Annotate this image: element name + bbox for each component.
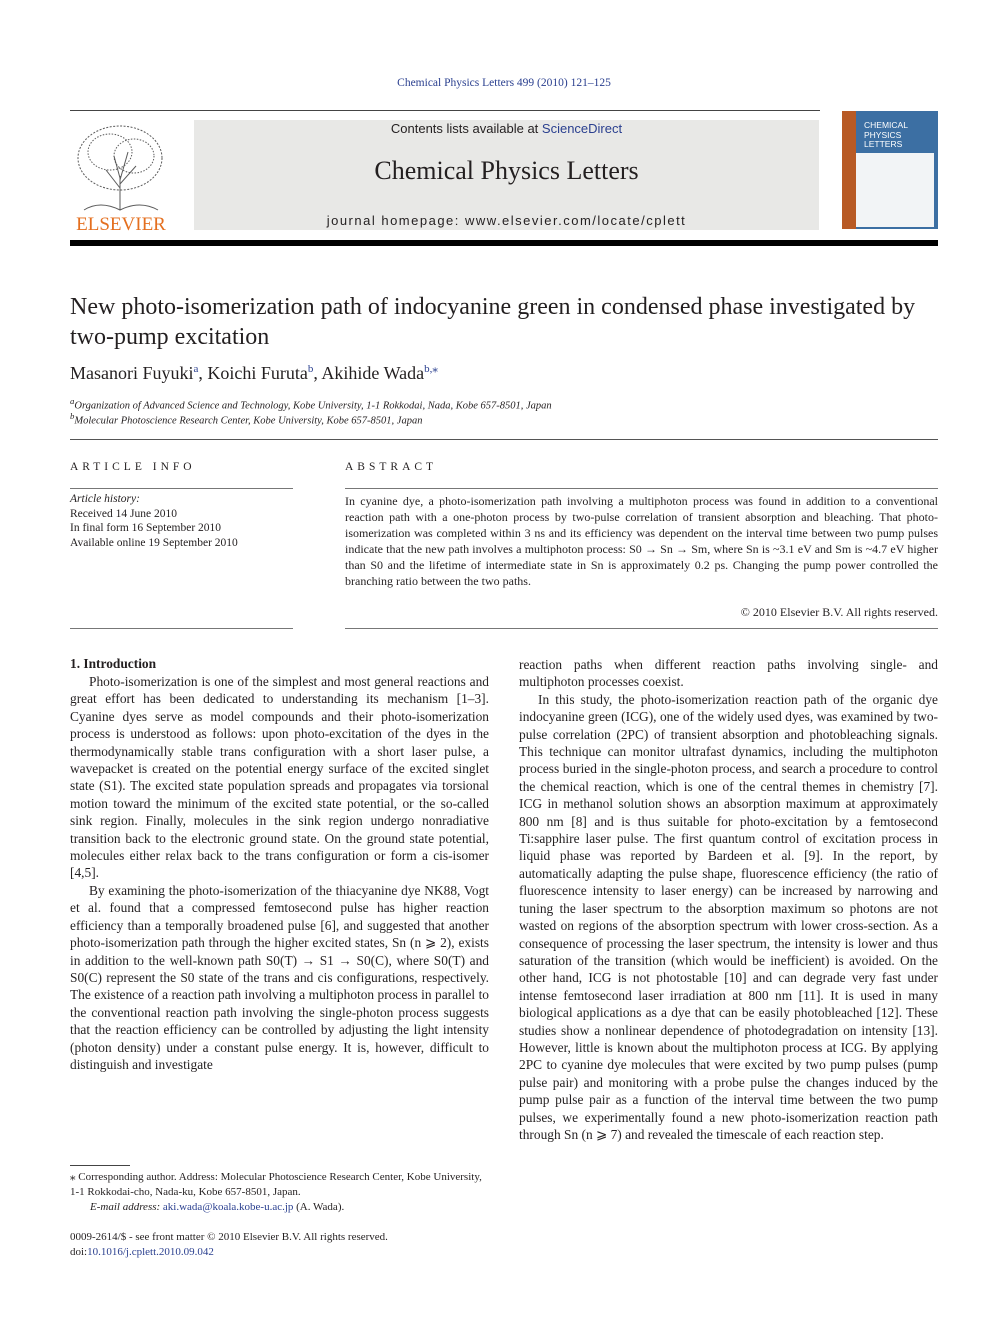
article-info-heading: ARTICLE INFO (70, 461, 196, 473)
body-paragraph: In this study, the photo-isomerization reaction path of the organic dye indocyanine green (ICG), one of the widely used dyes, was examined by two-pulse correlation (2PC) of transient absorption and photobleaching signals. This technique can monitor ultrafast dynamics, including the multiphoton process buried in the single-photon process, and search a procedure to control the chemical reaction, which is one of the central themes in chemistry [7]. ICG in methanol solution shows an absorption maximum at approximately 800 nm [8] and is thus suitable for photo-excitation by a femtosecond Ti:sapphire laser pulse. The first quantum control of excitation process in liquid phase was reported by Bardeen et al. [9]. In the report, by automatically adapting the pulse shape, fluorescence efficiency (the ratio of fluorescence intensity to laser energy) can be increased by narrowing and tuning the laser spectrum to the absorption maximum so photons are not wasted on regions of the absorption spectrum with lower cross-section. As a consequence of processing the laser spectrum, the intensity is lower and thus saturation of the transition (which would be inefficient) is avoided. On the other hand, ICG is not photostable [10] and can degrade very fast under intense femtosecond laser irradiation at 800 nm [11]. It is used in many biological applications as a dye that can be easily photobleached [12]. These studies show a nonlinear dependence of photodegradation on intensity [13]. However, little is known about the multiphoton process at ICG. By applying 2PC to cyanine dye molecules that were excited by two pump pulses (pump pulse pair) and monitoring with a probe pulse the changes induced by the pump pulse pair as a function of the interval time between the two pump pulses, we experimentally found a new photo-isomerization reaction path through Sn (n ⩾ 7) and revealed the timescale of each reaction step. (519, 691, 938, 1142)
author-name[interactable]: Koichi Furuta (207, 363, 308, 383)
contents-prefix: Contents lists available at (390, 121, 542, 136)
affiliation-mark[interactable]: b (307, 363, 314, 375)
cover-title: CHEMICAL PHYSICS LETTERS (864, 120, 908, 149)
journal-cover-thumbnail (842, 111, 938, 229)
journal-name: Chemical Physics Letters (374, 156, 639, 185)
affiliation-mark[interactable]: b,⁎ (424, 363, 438, 375)
issn-line: 0009-2614/$ - see front matter © 2010 Elsevier B.V. All rights reserved. (70, 1231, 388, 1243)
abstract-divider-bottom (345, 628, 938, 629)
elsevier-wordmark: ELSEVIER (76, 214, 166, 234)
body-column-right (519, 656, 938, 1143)
article-title: New photo-isomerization path of indocyanine green in condensed phase investigated by two-pump excitation (70, 294, 916, 350)
history-label: Article history: (70, 493, 140, 505)
affiliation-b: $^b$Molecular Photoscience Research Center, Kobe University, Kobe 657-8501, Japan (70, 411, 423, 427)
body-paragraph: Photo-isomerization is one of the simplest and most general reactions and great effort has been dedicated to understanding its mechanism [1–3]. Cyanine dyes serve as model compounds and their photo-isomerization process is understood as follows: upon photo-excitation of the dyes in the thermodynamically stable trans configuration with a short laser pulse, a wavepacket is created on the potential energy surface of the excited singlet state (S1). The excited state population spreads and propagates via torsional motion toward the minimum of the excited state potential, or the so-called sink region. Finally, molecules in the sink region undergo nonradiative transition back to the electronic ground state. On the ground state potential, molecules either relax back to the trans configuration or form a cis-isomer [4,5]. (70, 674, 489, 881)
elsevier-tree-logo (70, 118, 172, 234)
affiliation-mark[interactable]: a (193, 363, 199, 375)
author-list: Masanori Fuyuki$^a$, Koichi Furuta$^b$, Akihide Wada$^{b,⁎}$ (70, 363, 438, 383)
abstract-divider (345, 488, 938, 489)
article-history (70, 492, 293, 550)
corresponding-author-footnote: ⁎ Corresponding author. Address: Molecular Photoscience Research Center, Kobe University, 1-1 Rokkodai-cho, Nada-ku, Kobe 657-8501, Japan. E-mail address: aki.wada@koala.kobe-u.ac.jp (A. Wada). (70, 1171, 482, 1213)
issn-doi: 0009-2614/$ - see front matter © 2010 Elsevier B.V. All rights reserved. doi:10.1016/j.cplett.2010.09.042 (70, 1230, 489, 1260)
author-name[interactable]: Akihide Wada (321, 363, 425, 383)
doi-link[interactable]: 10.1016/j.cplett.2010.09.042 (87, 1246, 214, 1258)
online-date: Available online 19 September 2010 (70, 536, 238, 549)
cover-strip (842, 111, 856, 229)
info-divider (70, 488, 293, 489)
email-link[interactable]: aki.wada@koala.kobe-u.ac.jp (162, 1201, 294, 1213)
sciencedirect-link[interactable]: ScienceDirect (541, 121, 623, 136)
abstract-copyright: © 2010 Elsevier B.V. All rights reserved. (740, 605, 938, 619)
journal-citation[interactable]: Chemical Physics Letters 499 (2010) 121–125 (397, 77, 611, 89)
title-divider (70, 439, 938, 440)
info-divider-bottom (70, 628, 293, 629)
received-date: Received 14 June 2010 (70, 507, 177, 520)
contents-line (194, 121, 819, 136)
body-paragraph: By examining the photo-isomerization of the thiacyanine dye NK88, Vogt et al. found that a compressed femtosecond pulse has higher reaction efficiency than a temporally broadened pulse [6], and suggested that another photo-isomerization path through the higher excited states, Sn (n ⩾ 2), exists in addition to the well-known path S0(T) → S1 → S0(C), where S0(T) and S0(C) represent the S0 state of the trans and cis configurations, respectively. The existence of a reaction path involving a multiphoton process in parallel to the conventional reaction path involving the single-photon process suggests that the reaction efficiency can be controlled by adjusting the light intensity (photon density) under a constant pulse energy. It is, however, difficult to distinguish and investigate (70, 882, 489, 1072)
author-name[interactable]: Masanori Fuyuki (70, 363, 194, 383)
affiliation-a: $^a$Organization of Advanced Science and Technology, Kobe University, 1-1 Rokkodai, Nada, Kobe 657-8501, Japan (70, 396, 552, 412)
final-form-date: In final form 16 September 2010 (70, 522, 222, 534)
body-column-left (70, 673, 489, 1073)
body-paragraph: reaction paths when different reaction paths involving single- and multiphoton processes coexist. (519, 657, 938, 690)
header-thick-rule (70, 240, 938, 246)
section-heading-introduction: 1. Introduction (70, 656, 157, 671)
footnote-divider (70, 1165, 130, 1166)
cover-figure-panel (856, 153, 934, 227)
header-divider (70, 110, 820, 111)
journal-homepage[interactable]: journal homepage: www.elsevier.com/locate/cplett (326, 213, 687, 228)
abstract-heading: ABSTRACT (345, 461, 438, 473)
abstract-text: In cyanine dye, a photo-isomerization path involving a multiphoton process was found in addition to a conventional reaction path with a one-photon process by two-pulse correlation of transient absorption and bleaching. That photo-isomerization was completed within 3 ns and its efficiency was dependent on the interval time between two pump pulses indicate that the new path involves a multiphoton process: S0 → Sn → Sm, where Sn is ~3.1 eV and Sm is ~4.7 eV higher than S0 and the lifetime of intermediate state in Sn is approximately 0.2 ps. Changing the pump power controlled the branching ratio between the two paths. (345, 494, 938, 588)
